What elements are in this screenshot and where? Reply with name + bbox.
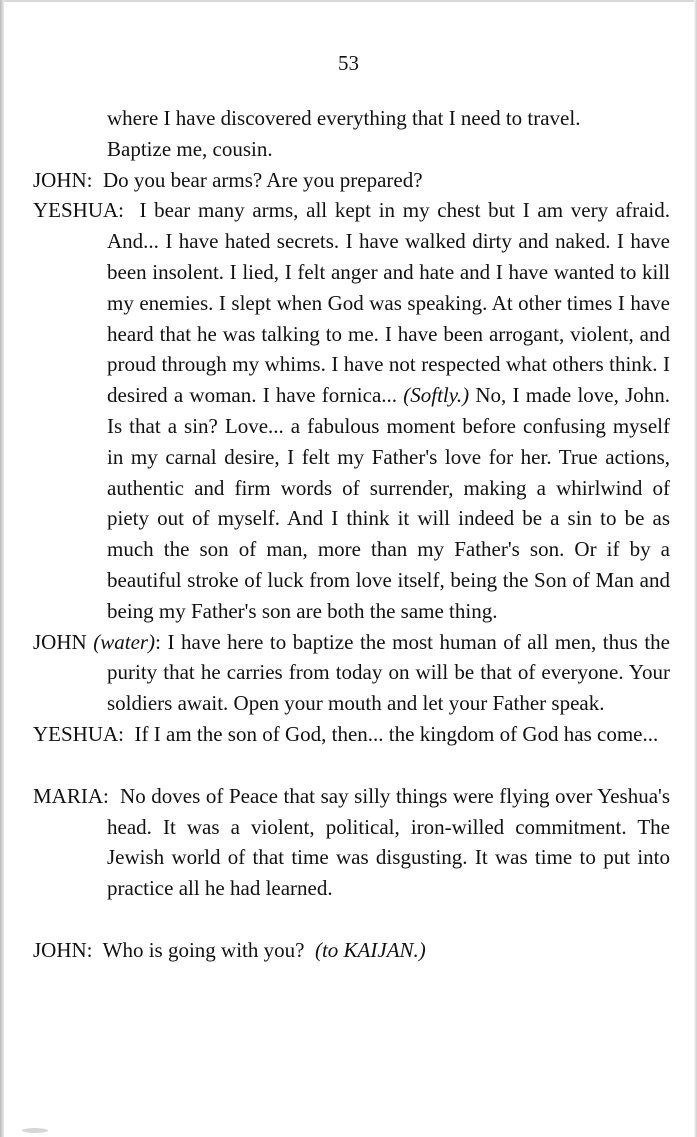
speaker-name: JOHN (33, 629, 87, 654)
continuation-line-2: Baptize me, cousin. (107, 136, 273, 161)
dialogue-text: If I am the son of God, then... the kingdom of God has come... (134, 721, 659, 746)
dialogue-john-3 (33, 935, 670, 966)
stage-direction: (water) (93, 629, 156, 654)
dialogue-yeshua-1 (33, 195, 670, 626)
paper-smudge (22, 1128, 48, 1133)
dialogue-text: I bear many arms, all kept in my chest but I am very afraid. And... I have hated secrets. I have walked dirty and naked. I have been insolent. I lied, I felt anger and hate and I have wanted to kill my enemies. I slept when God was speaking. At other times I have heard that he was talking to me. I have been arrogant, violent, and proud through my whims. I have not respected what others think. I desired a woman. I have fornica... (107, 198, 670, 408)
paragraph-gap (33, 904, 670, 935)
dialogue-text: No doves of Peace that say silly things were flying over Yeshua's head. It was a violent, political, iron-willed commitment. The Jewish world of that time was disgusting. It was time to put into practice all he had learned. (107, 783, 670, 901)
speaker-name: JOHN: (33, 937, 93, 962)
dialogue-maria (33, 781, 670, 904)
dialogue-text: : I have here to baptize the most human of all men, thus the purity that he carries from today on will be that of everyone. Your soldiers await. Open your mouth and let your Father speak. (107, 629, 671, 716)
stage-direction: (to KAIJAN.) (314, 937, 426, 962)
dialogue-text-continued: No, I made love, John. Is that a sin? Love... a fabulous moment before confusing myself in my carnal desire, I felt my Father's love for her. True actions, authentic and firm words of surrender, making a whirlwind of piety out of myself. And I think it will indeed be a sin to be as much the son of man, more than my Father's son. Or if by a beautiful stroke of luck from love itself, being the Son of Man and being my Father's son are both the same thing. (107, 383, 671, 623)
dialogue-yeshua-2 (33, 719, 670, 750)
page-number: 53 (338, 51, 359, 75)
dialogue-text: Do you bear arms? Are you prepared? (103, 167, 423, 192)
speaker-name: YESHUA: (33, 198, 125, 223)
stage-direction: (Softly.) (403, 383, 470, 408)
dialogue-text: Who is going with you? (102, 937, 305, 962)
paragraph-gap (33, 750, 670, 781)
continuation-line-1: where I have discovered everything that I need to travel. (107, 106, 581, 130)
dialogue-john-2 (33, 627, 670, 719)
speaker-name: JOHN: (33, 167, 93, 192)
dialogue-john-1 (33, 165, 670, 196)
page-top-edge (0, 0, 697, 2)
script-text (33, 103, 670, 966)
speaker-name: MARIA: (33, 783, 109, 808)
speaker-name: YESHUA: (33, 721, 125, 746)
page-left-edge (0, 0, 4, 1137)
